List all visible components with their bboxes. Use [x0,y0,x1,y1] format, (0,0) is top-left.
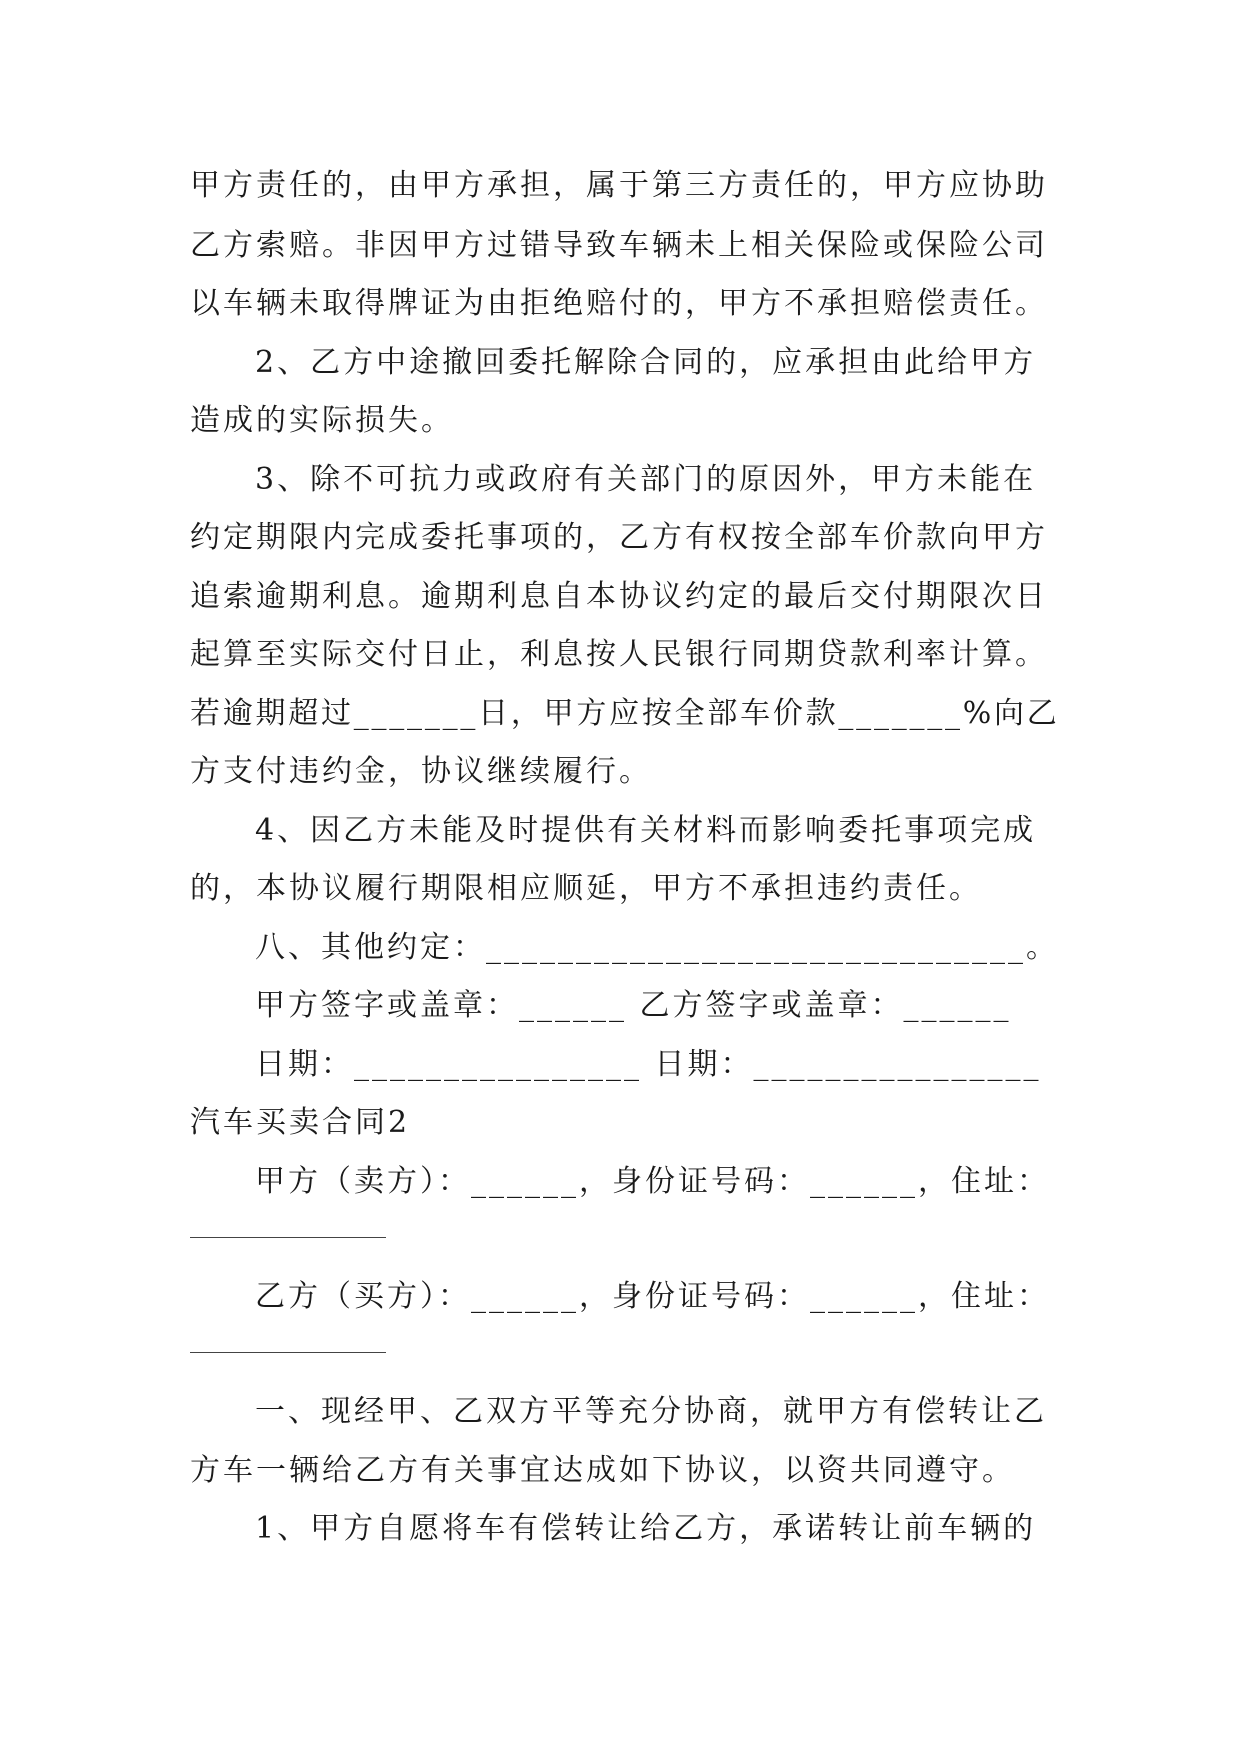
address-blank-line [190,1352,386,1353]
text-line: 的，本协议履行期限相应顺延，甲方不承担违约责任。 [190,871,982,906]
signature-line: 甲方签字或盖章：______ 乙方签字或盖章：______ [255,988,1012,1023]
text-line: 约定期限内完成委托事项的，乙方有权按全部车价款向甲方 [190,520,1048,555]
address-blank-line [190,1237,386,1238]
text-line: 以车辆未取得牌证为由拒绝赔付的，甲方不承担赔偿责任。 [190,286,1048,321]
text-line: 乙方索赔。非因甲方过错导致车辆未上相关保险或保险公司 [190,228,1048,263]
text-line: 八、其他约定：______________________________。 [255,930,1059,965]
text-line: 起算至实际交付日止，利息按人民银行同期贷款利率计算。 [190,637,1048,672]
text-line: 4、因乙方未能及时提供有关材料而影响委托事项完成 [255,813,1037,848]
text-line: 2、乙方中途撤回委托解除合同的，应承担由此给甲方 [255,345,1037,380]
date-line: 日期：________________ 日期：________________ [255,1047,1042,1082]
text-line: 1、甲方自愿将车有偿转让给乙方，承诺转让前车辆的 [255,1511,1037,1546]
party-a-line: 甲方（卖方）：______，身份证号码：______，住址： [255,1164,1050,1199]
text-line: 方车一辆给乙方有关事宜达成如下协议，以资共同遵守。 [190,1453,1015,1488]
text-line: 若逾期超过_______日，甲方应按全部车价款_______%向乙 [190,696,1060,731]
section-heading: 汽车买卖合同2 [190,1105,411,1140]
party-b-line: 乙方（买方）：______，身份证号码：______，住址： [255,1279,1050,1314]
text-line: 一、现经甲、乙双方平等充分协商，就甲方有偿转让乙 [255,1394,1047,1429]
text-line: 造成的实际损失。 [190,403,454,438]
text-line: 3、除不可抗力或政府有关部门的原因外，甲方未能在 [255,462,1037,497]
text-line: 追索逾期利息。逾期利息自本协议约定的最后交付期限次日 [190,579,1048,614]
text-line: 方支付违约金，协议继续履行。 [190,754,652,789]
text-line: 甲方责任的，由甲方承担，属于第三方责任的，甲方应协助 [190,168,1048,203]
